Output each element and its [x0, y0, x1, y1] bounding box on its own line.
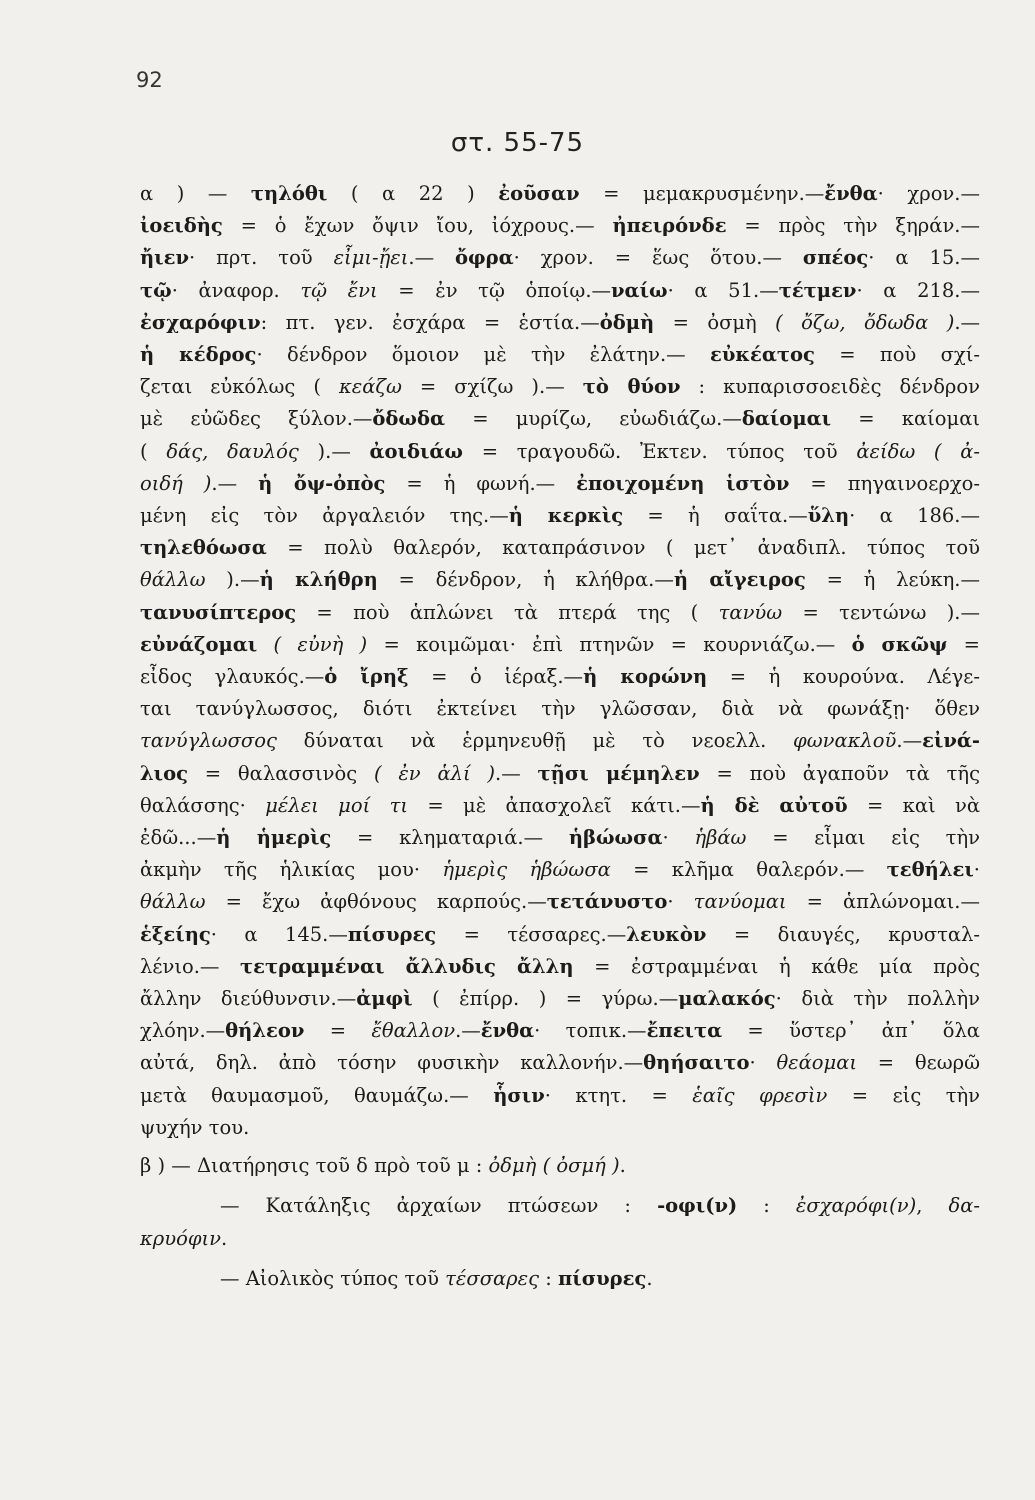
- text-line: εἶδος γλαυκός.—ὁ ἴρηξ = ὁ ἱέραξ.—ἡ κορώνη = ἡ κουρούνα. Λέγε-: [140, 665, 980, 689]
- note-line: — Κατάληξις ἀρχαίων πτώσεων : -οφι(ν) : ἐσχαρόφι(ν), δα-: [220, 1194, 980, 1218]
- text-line: θαλάσσης· μέλει μοί τι = μὲ ἀπασχολεῖ κάτι.—ἡ δὲ αὐτοῦ = καὶ νὰ: [140, 793, 981, 817]
- commentary-text: [140, 178, 980, 1295]
- text-line: ἤιεν· πρτ. τοῦ εἶμι-ᾔει.— ὄφρα· χρον. = ἕως ὅτου.— σπέος· α 15.—: [140, 246, 980, 270]
- text-line: α ) — τηλόθι ( α 22 ) ἐοῦσαν = μεμακρυσμένην.—ἔνθα· χρον.—: [140, 182, 980, 205]
- text-line: τηλεθόωσα = πολὺ θαλερόν, καταπράσινον ( μετ᾽ ἀναδιπλ. τύπος τοῦ: [140, 536, 980, 560]
- note-line: β ) — Διατήρησις τοῦ δ πρὸ τοῦ μ : ὀδμὴ ( ὀσμή ).: [140, 1154, 626, 1178]
- page-number: 92: [136, 68, 163, 92]
- text-line: τανύγλωσσος δύναται νὰ ἑρμηνευθῇ μὲ τὸ νεοελλ. φωνακλοῦ.—εἰνά-: [140, 729, 980, 753]
- text-line: ται τανύγλωσσος, διότι ἐκτείνει τὴν γλῶσσαν, διὰ νὰ φωνάξῃ· ὅθεν: [140, 697, 980, 721]
- text-line: ἄλλην διεύθυνσιν.—ἀμφὶ ( ἐπίρρ. ) = γύρω.—μαλακός· διὰ τὴν πολλὴν: [140, 987, 981, 1011]
- text-line: μετὰ θαυμασμοῦ, θαυμάζω.— ἧσιν· κτητ. = ἑαῖς φρεσὶν = εἰς τὴν: [140, 1083, 981, 1107]
- text-line: ψυχήν του.: [140, 1115, 250, 1139]
- text-line: ( δάς, δαυλός ).— ἀοιδιάω = τραγουδῶ. Ἐκτεν. τύπος τοῦ ἀείδω ( ἀ-: [140, 439, 980, 463]
- text-line: ἐδῶ...—ἡ ἡμερὶς = κληματαριά.— ἡβώωσα· ἡβάω = εἶμαι εἰς τὴν: [140, 826, 980, 850]
- text-line: λένιο.— τετραμμέναι ἄλλυδις ἄλλη = ἐστραμμέναι ἡ κάθε μία πρὸς: [140, 954, 981, 978]
- text-line: τανυσίπτερος = ποὺ ἁπλώνει τὰ πτερά της ( τανύω = τεντώνω ).—: [140, 600, 980, 624]
- text-line: αὐτά, δηλ. ἀπὸ τόσην φυσικὴν καλλονήν.—θηήσαιτο· θεάομαι = θεωρῶ: [140, 1051, 981, 1075]
- text-line: χλόην.—θήλεον = ἔθαλλον.—ἔνθα· τοπικ.—ἔπειτα = ὕστερ᾽ ἀπ᾽ ὅλα: [140, 1019, 980, 1043]
- text-line: τῷ· ἀναφορ. τῷ ἔνι = ἐν τῷ ὁποίῳ.—ναίω· α 51.—τέτμεν· α 218.—: [140, 278, 980, 302]
- text-line: μένη εἰς τὸν ἀργαλειόν της.—ἡ κερκὶς = ἡ σαΐτα.—ὕλη· α 186.—: [140, 504, 980, 528]
- text-line: ἐσχαρόφιν: πτ. γεν. ἐσχάρα = ἑστία.—ὀδμὴ = ὀσμὴ ( ὄζω, ὄδωδα ).—: [140, 310, 981, 334]
- section-heading: στ. 55-75: [450, 128, 585, 158]
- text-line: θάλλω = ἔχω ἀφθόνους καρπούς.—τετάνυστο· τανύομαι = ἁπλώνομαι.—: [140, 890, 981, 914]
- grammar-notes: [140, 1150, 980, 1295]
- text-line: οιδή ).— ἡ ὄψ-ὀπὸς = ἡ φωνή.— ἐποιχομένη ἱστὸν = πηγαινοερχο-: [140, 471, 980, 495]
- text-line: θάλλω ).—ἡ κλήθρη = δένδρον, ἡ κλήθρα.—ἡ αἴγειρος = ἡ λεύκη.—: [140, 568, 980, 592]
- text-line: ἡ κέδρος· δένδρον ὅμοιον μὲ τὴν ἐλάτην.— εὐκέατος = ποὺ σχί-: [140, 343, 980, 367]
- text-line: μὲ εὐῶδες ξύλον.—ὄδωδα = μυρίζω, εὐωδιάζω.—δαίομαι = καίομαι: [140, 407, 981, 431]
- note-line: — Αἰολικὸς τύπος τοῦ τέσσαρες : πίσυρες.: [220, 1266, 653, 1290]
- note-line: κρυόφιν.: [140, 1226, 228, 1250]
- text-line: ἰοειδὴς = ὁ ἔχων ὄψιν ἴου, ἰόχρους.— ἠπειρόνδε = πρὸς τὴν ξηράν.—: [140, 214, 980, 238]
- text-line: ἀκμὴν τῆς ἡλικίας μου· ἡμερὶς ἡβώωσα = κλῆμα θαλερόν.— τεθήλει·: [140, 858, 980, 882]
- text-line: λιος = θαλασσινὸς ( ἐν ἁλί ).— τῇσι μέμηλεν = ποὺ ἀγαποῦν τὰ τῆς: [140, 761, 980, 785]
- text-line: ἑξείης· α 145.—πίσυρες = τέσσαρες.—λευκὸν = διαυγές, κρυσταλ-: [140, 922, 980, 946]
- text-line: εὐνάζομαι ( εὐνὴ ) = κοιμῶμαι· ἐπὶ πτηνῶν = κουρνιάζω.— ὁ σκῶψ =: [140, 632, 981, 656]
- text-line: ζεται εὐκόλως ( κεάζω = σχίζω ).— τὸ θύον : κυπαρισσοειδὲς δένδρον: [140, 375, 980, 399]
- commentary-lines: [140, 178, 980, 1144]
